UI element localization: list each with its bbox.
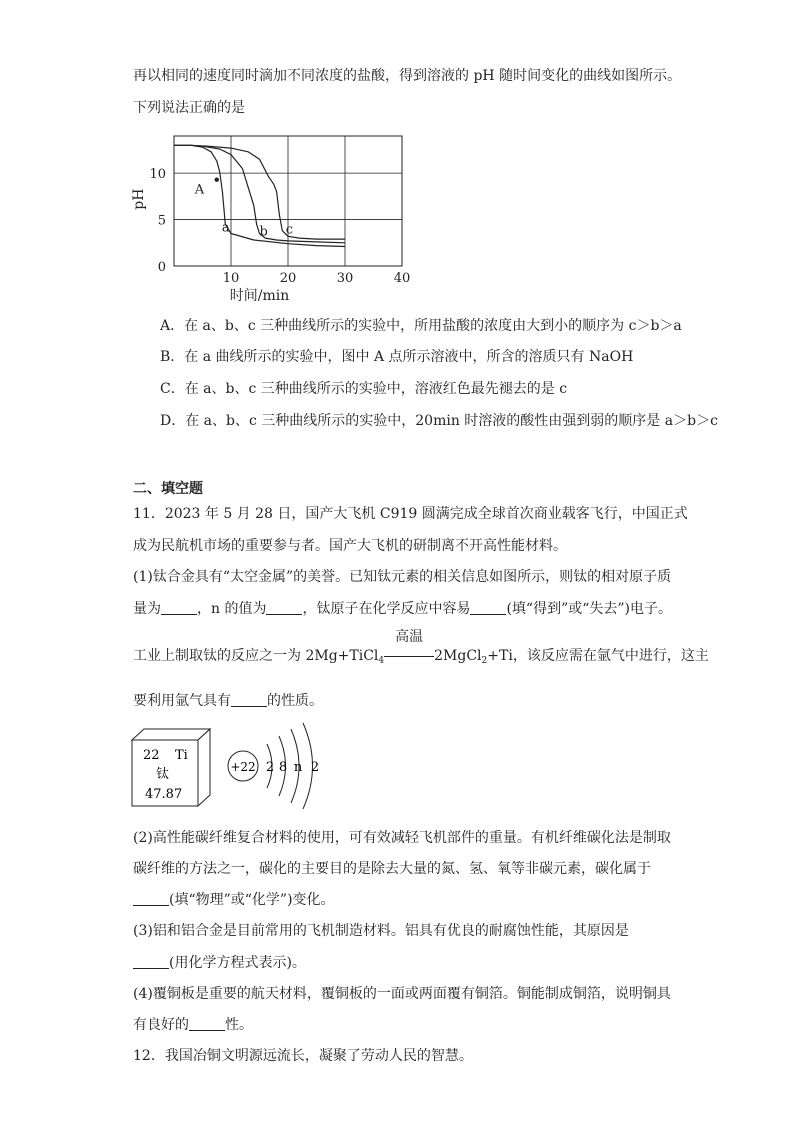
eq-condition xyxy=(384,629,434,665)
text: (填“物理”或“化学”)变化。 xyxy=(169,892,335,908)
q11-part2-line1: (2)高性能碳纤维复合材料的使用，可有效减轻飞机部件的重量。有机纤维碳化法是制取 xyxy=(133,830,671,846)
text: 量为 xyxy=(133,601,161,617)
answer-blank-change[interactable] xyxy=(133,891,169,906)
y-tick-label: 10 xyxy=(149,167,166,183)
shell-1-count: 2 xyxy=(265,760,275,775)
chart-labels xyxy=(131,177,293,304)
text: 有良好的 xyxy=(133,1017,189,1033)
q11-part1-line2 xyxy=(133,600,672,618)
answer-blank-property[interactable] xyxy=(189,1016,225,1031)
x-tick-label: 30 xyxy=(336,271,354,286)
equation xyxy=(305,629,513,666)
x-tick-label: 40 xyxy=(393,271,411,286)
answer-blank-argon[interactable] xyxy=(231,692,267,707)
element-mass: 47.87 xyxy=(145,787,183,802)
box-side xyxy=(198,729,210,806)
q11-part1-line3 xyxy=(133,629,709,666)
q11-part1-line4 xyxy=(133,692,323,710)
q11-intro-line2: 成为民航机市场的重要参与者。国产大飞机的研制离不开高性能材料。 xyxy=(133,538,567,554)
option-c[interactable]: C．在 a、b、c 三种曲线所示的实验中，溶液红色最先褪去的是 c xyxy=(160,381,568,397)
q10-stem-line1: 再以相同的速度同时滴加不同浓度的盐酸，得到溶液的 pH 随时间变化的曲线如图所示。 xyxy=(133,68,682,84)
y-axis-title: pH xyxy=(131,188,147,210)
q12-intro: 12．我国冶铜文明源远流长，凝聚了劳动人民的智慧。 xyxy=(133,1048,473,1064)
element-symbol: Ti xyxy=(175,748,188,763)
text: 要利用氩气具有 xyxy=(133,693,231,709)
option-a[interactable]: A．在 a、b、c 三种曲线所示的实验中，所用盐酸的浓度由大到小的顺序为 c＞b＞a xyxy=(160,318,682,334)
x-axis-title: 时间/min xyxy=(229,288,290,304)
eq-left: 2Mg+TiCl xyxy=(305,648,379,664)
eq-condition-text: 高温 xyxy=(395,629,424,645)
section-heading: 二、填空题 xyxy=(133,481,203,497)
ph-time-chart xyxy=(128,126,418,308)
option-b[interactable]: B．在 a 曲线所示的实验中，图中 A 点所示溶液中，所含的溶质只有 NaOH xyxy=(160,349,634,365)
titanium-element-cell xyxy=(131,728,213,808)
shell-4-count: 2 xyxy=(310,760,320,775)
text: ，n 的值为 xyxy=(197,601,267,617)
answer-blank-electron[interactable] xyxy=(470,600,506,615)
eq-right-sub: 2 xyxy=(481,656,488,666)
chart-grid xyxy=(174,136,402,266)
text: (填“得到”或“失去”)电子。 xyxy=(506,601,673,617)
text: (用化学方程式表示)。 xyxy=(169,955,306,971)
curve-label-c: c xyxy=(285,222,294,238)
nucleus-charge: +22 xyxy=(230,760,256,774)
q11-part3-line2 xyxy=(133,954,306,972)
point-a-label: A xyxy=(194,182,205,198)
option-d[interactable]: D．在 a、b、c 三种曲线所示的实验中，20min 时溶液的酸性由强到弱的顺序是 a＞b＞c xyxy=(160,413,718,429)
q11-part2-line3 xyxy=(133,891,335,909)
box-top xyxy=(132,729,210,740)
answer-blank-mass[interactable] xyxy=(161,600,197,615)
answer-blank-n[interactable] xyxy=(266,600,302,615)
x-tick-label: 10 xyxy=(222,271,240,286)
x-tick-label: 20 xyxy=(279,271,297,286)
text: ，该反应需在氩气中进行，这主 xyxy=(512,648,709,664)
chart-ticks xyxy=(149,167,410,286)
y-tick-label: 5 xyxy=(157,213,166,229)
shell-3-count: n xyxy=(293,760,303,775)
answer-blank-equation[interactable] xyxy=(133,954,169,969)
text: ，钛原子在化学反应中容易 xyxy=(302,601,471,617)
q11-part2-line2: 碳纤维的方法之一，碳化的主要目的是除去大量的氮、氢、氧等非碳元素，碳化属于 xyxy=(133,861,651,877)
point-a-marker xyxy=(215,177,219,181)
element-number: 22 xyxy=(143,748,160,763)
eq-bar xyxy=(384,656,434,657)
eq-right: 2MgCl xyxy=(434,648,482,664)
q11-intro-line1: 11．2023 年 5 月 28 日，国产大飞机 C919 圆满完成全球首次商业载客飞行，中国正式 xyxy=(133,506,688,522)
q11-part1-line1: (1)钛合金具有“太空金属”的美誉。已知钛元素的相关信息如图所示，则钛的相对原子质 xyxy=(133,569,672,585)
text: 工业上制取钛的反应之一为 xyxy=(133,648,301,664)
shell-2-count: 8 xyxy=(278,760,288,775)
element-name: 钛 xyxy=(156,767,170,782)
text: 性。 xyxy=(225,1017,253,1033)
y-tick-label: 0 xyxy=(157,260,166,275)
q10-stem-line2: 下列说法正确的是 xyxy=(133,100,245,116)
q11-part4-line1: (4)覆铜板是重要的航天材料，覆铜板的一面或两面覆有铜箔。铜能制成铜箔，说明铜具 xyxy=(133,986,671,1002)
curve-label-a: a xyxy=(221,220,230,236)
q11-part4-line2 xyxy=(133,1016,253,1034)
text: 的性质。 xyxy=(267,693,323,709)
eq-left-sub: 4 xyxy=(378,656,385,666)
titanium-atom-structure xyxy=(225,722,335,812)
q11-part3-line1: (3)铝和铝合金是目前常用的飞机制造材料。铝具有优良的耐腐蚀性能，其原因是 xyxy=(133,923,629,939)
curve-label-b: b xyxy=(259,224,268,240)
eq-right-tail: +Ti xyxy=(487,648,513,664)
